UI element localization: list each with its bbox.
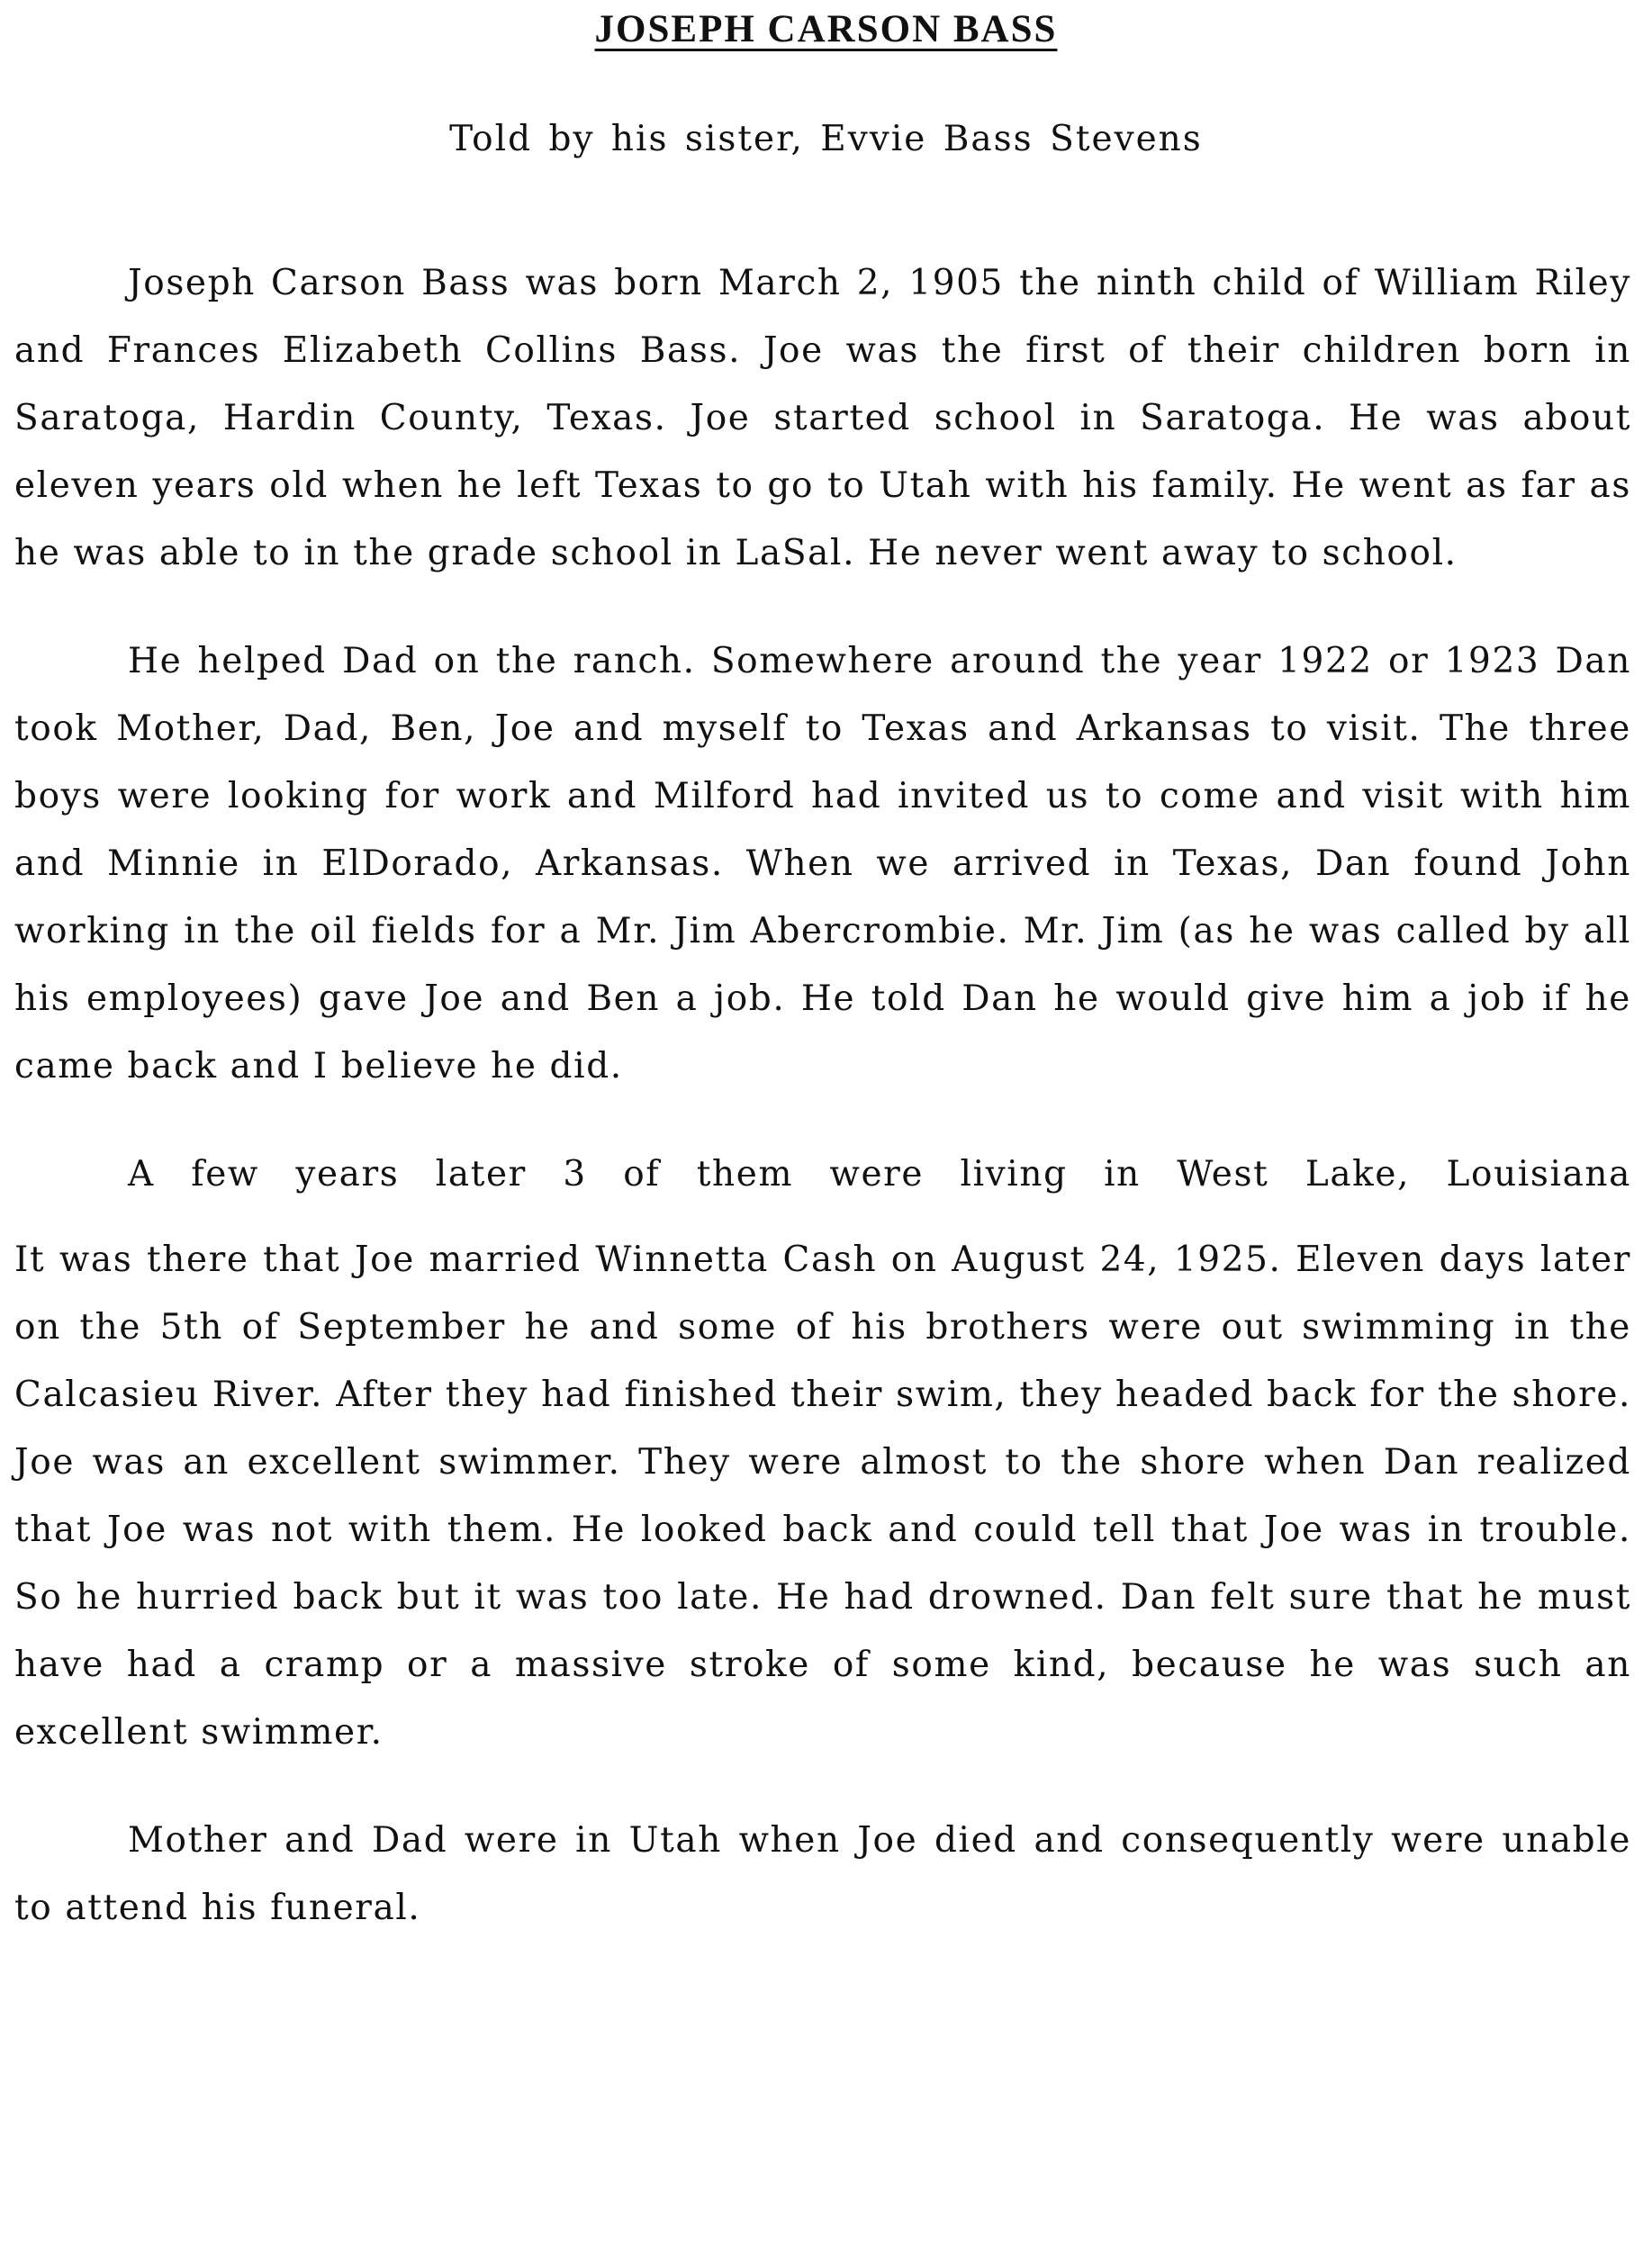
page-title [0, 7, 1652, 51]
paragraph-3-first-line: A few years later 3 of them were living in West Lake, Louisiana [128, 1154, 1631, 1195]
paragraph-3 [14, 1141, 1631, 1766]
paragraph-4: Mother and Dad were in Utah when Joe died and consequently were unable to attend his funeral. [14, 1820, 1631, 1928]
paragraph-1: Joseph Carson Bass was born March 2, 1905 the ninth child of William Riley and Frances Elizabeth Collins Bass. Joe was the first of their children born in Saratoga, Hardin County, Texas. Joe started school in Saratoga. He was about eleven years old when he left Texas to go to Utah with his family. He went as far as he was able to in the grade school in LaSal. He never went away to school. [14, 263, 1631, 573]
body-text [14, 249, 1631, 1942]
paragraph-3-rest: It was there that Joe married Winnetta Cash on August 24, 1925. Eleven days later on the 5th of September he and some of his brothers were out swimming in the Calcasieu River. After they had finished their swim, they headed back for the shore. Joe was an excellent swimmer. They were almost to the shore when Dan realized that Joe was not with them. He looked back and could tell that Joe was in trouble. So he hurried back but it was too late. He had drowned. Dan felt sure that he must have had a cramp or a massive stroke of some kind, because he was such an excellent swimmer. [14, 1240, 1631, 1753]
paragraph-2: He helped Dad on the ranch. Somewhere around the year 1922 or 1923 Dan took Mother, Dad, Ben, Joe and myself to Texas and Arkansas to visit. The three boys were looking for work and Milford had invited us to come and visit with him and Minnie in ElDorado, Arkansas. When we arrived in Texas, Dan found John working in the oil fields for a Mr. Jim Abercrombie. Mr. Jim (as he was called by all his employees) gave Joe and Ben a job. He told Dan he would give him a job if he came back and I believe he did. [14, 641, 1631, 1086]
page-subtitle: Told by his sister, Evvie Bass Stevens [449, 119, 1203, 159]
page-title-text: JOSEPH CARSON BASS [594, 8, 1058, 50]
